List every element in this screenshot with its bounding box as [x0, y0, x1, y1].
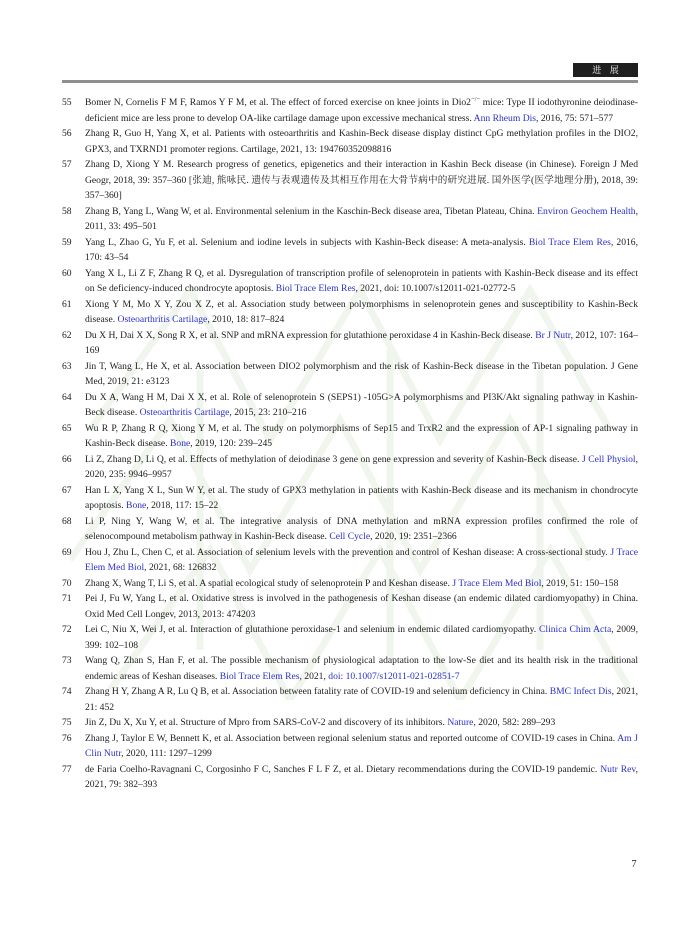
journal-link[interactable]: Biol Trace Elem Res: [528, 236, 611, 248]
reference-item: [62, 328, 638, 359]
reference-text: , 2021, 21: 452: [85, 686, 638, 713]
reference-item: [62, 297, 638, 328]
reference-text: , 2021, 68: 126832: [144, 562, 217, 573]
reference-item: [62, 514, 638, 545]
reference-item: [62, 762, 638, 793]
reference-text: Li Z, Zhang D, Li Q, et al. Effects of methylation of deiodinase 3 gene on gene expression and severity of Kashin-Beck disease.: [85, 453, 582, 465]
reference-item: [62, 731, 638, 762]
reference-number: 72: [62, 624, 72, 635]
reference-number: 73: [62, 655, 72, 666]
reference-number: 75: [62, 717, 72, 728]
reference-item: [62, 591, 638, 622]
journal-link[interactable]: Ann Rheum Dis: [473, 112, 537, 124]
journal-link[interactable]: Bone: [126, 500, 147, 511]
reference-list: [62, 95, 638, 793]
reference-text: , 2021, 79: 382–393: [85, 763, 638, 790]
reference-text: Zhang D, Xiong Y M. Research progress of genetics, epigenetics and their interaction in Kashin Beck disease (in Chinese). Foreign J Med Geogr, 2018, 39: 357–360 [张迪, 熊咏民. 遗传与表观遗传及其相互作用在大骨节病中的研究进展. 国外医学(医学地理分册), 2018, 39: 357–360]: [85, 159, 638, 201]
reference-text: Zhang J, Taylor E W, Bennett K, et al. Association between regional selenium status and reported outcome of COVID-19 cases in China.: [85, 732, 618, 744]
reference-text: Zhang X, Wang T, Li S, et al. A spatial ecological study of selenoprotein P and Keshan disease.: [85, 577, 453, 589]
reference-text: mice: Type II iodothyronine deiodinase-deficient mice are less prone to develop OA-like cartilage damage upon excessive mechanical stress.: [85, 97, 638, 124]
reference-number: 68: [62, 515, 72, 527]
reference-item: [62, 235, 638, 266]
reference-text: Du X H, Dai X X, Song R X, et al. SNP and mRNA expression for glutathione peroxidase 4 in Kashin-Beck disease.: [85, 329, 536, 341]
reference-item: [62, 126, 638, 157]
reference-number: 59: [62, 236, 72, 248]
reference-number: 55: [62, 97, 72, 108]
reference-item: [62, 204, 638, 235]
reference-text: , 2020, 582: 289–293: [473, 717, 556, 728]
reference-text: Zhang B, Yang L, Wang W, et al. Environmental selenium in the Kaschin-Beck disease area, Tibetan Plateau, China.: [85, 205, 538, 217]
reference-text: Jin Z, Du X, Xu Y, et al. Structure of Mpro from SARS-CoV-2 and discovery of its inhibitors.: [85, 717, 448, 728]
reference-number: 74: [62, 686, 72, 697]
reference-number: 76: [62, 732, 72, 744]
reference-text: Hou J, Zhu L, Chen C, et al. Association of selenium levels with the prevention and control of Keshan disease: A cross-sectional study.: [85, 546, 611, 558]
reference-item: [62, 266, 638, 297]
superscript-text: −/−: [470, 95, 481, 103]
reference-item: [62, 95, 638, 126]
reference-text: Li P, Ning Y, Wang W, et al. The integrative analysis of DNA methylation and mRNA expression profiles confirmed the role of selenocompound metabolism pathway in Kashin-Beck disease.: [85, 515, 638, 542]
reference-item: [62, 359, 638, 390]
reference-item: [62, 684, 638, 715]
reference-text: , 2019, 51: 150–158: [541, 577, 619, 589]
reference-text: , 2021, doi: 10.1007/s12011-021-02772-5: [355, 283, 516, 294]
reference-number: 60: [62, 267, 72, 279]
section-tab: 进 展: [573, 63, 638, 77]
reference-text: Jin T, Wang L, He X, et al. Association between DIO2 polymorphism and the risk of Kashin-Beck disease in the Tibetan population. J Gene Med, 2019, 21: e3123: [85, 360, 638, 387]
reference-text: , 2016, 75: 571–577: [536, 112, 614, 124]
reference-item: [62, 452, 638, 483]
reference-number: 65: [62, 422, 72, 434]
reference-text: Wang Q, Zhan S, Han F, et al. The possible mechanism of physiological adaptation to the low-Se diet and its health risk in the traditional endemic areas of Keshan diseases.: [85, 655, 638, 682]
reference-number: 56: [62, 128, 72, 139]
journal-link[interactable]: Nutr Rev: [600, 763, 636, 775]
header-rule: [62, 80, 638, 83]
reference-number: 71: [62, 593, 72, 604]
journal-link[interactable]: J Trace Elem Med Biol: [452, 577, 542, 589]
reference-number: 62: [62, 329, 72, 341]
reference-text: Du X A, Wang H M, Dai X X, et al. Role of selenoprotein S (SEPS1) -105G>A polymorphisms and PI3K/Akt signaling pathway in Kashin-Beck disease.: [85, 391, 638, 418]
reference-text: Yang L, Zhao G, Yu F, et al. Selenium and iodine levels in subjects with Kashin-Beck disease: A meta-analysis.: [85, 236, 529, 248]
reference-number: 57: [62, 159, 72, 170]
reference-item: [62, 157, 638, 204]
reference-text: Yang X L, Li Z F, Zhang R Q, et al. Dysregulation of transcription profile of selenoprotein in patients with Kashin-Beck disease and its effect on Se deficiency-induced chondrocyte apoptosis.: [85, 267, 638, 294]
reference-text: , 2011, 33: 495–501: [85, 205, 638, 232]
reference-number: 64: [62, 391, 72, 403]
reference-number: 67: [62, 484, 72, 496]
reference-number: 58: [62, 205, 72, 217]
reference-number: 70: [62, 577, 72, 589]
reference-text: , 2018, 117: 15–22: [146, 500, 219, 511]
journal-link[interactable]: Nature: [447, 717, 474, 728]
journal-link[interactable]: Biol Trace Elem Res: [219, 670, 300, 682]
reference-item: [62, 421, 638, 452]
reference-number: 63: [62, 360, 72, 372]
journal-link[interactable]: Am J Clin Nutr: [85, 732, 638, 759]
reference-text: Han L X, Yang X L, Sun W Y, et al. The study of GPX3 methylation in patients with Kashin-Beck disease and its mechanism in chondrocyte apoptosis.: [85, 484, 638, 511]
reference-text: , 2016, 170: 43–54: [85, 236, 638, 263]
reference-number: 66: [62, 453, 72, 465]
reference-text: Zhang H Y, Zhang A R, Lu Q B, et al. Association between fatality rate of COVID-19 and selenium deficiency in China.: [85, 686, 550, 697]
journal-link[interactable]: Environ Geochem Health: [537, 205, 636, 217]
journal-link[interactable]: J Cell Physiol: [582, 453, 636, 465]
reference-text: Pei J, Fu W, Yang L, et al. Oxidative stress is involved in the pathogenesis of Keshan disease (an endemic dilated cardiomyopathy) in China. Oxid Med Cell Longev, 2013, 2013: 474203: [85, 593, 638, 620]
reference-text: , 2020, 111: 1297–1299: [121, 748, 212, 759]
reference-text: , 2015, 23: 210–216: [229, 407, 307, 418]
journal-link[interactable]: Osteoarthritis Cartilage: [117, 314, 208, 325]
reference-text: Bomer N, Cornelis F M F, Ramos Y F M, et al. The effect of forced exercise on knee joints in Dio2: [85, 97, 471, 108]
reference-text: de Faria Coelho-Ravagnani C, Corgosinho F C, Sanches F L F Z, et al. Dietary recommendations during the COVID-19 pandemic.: [85, 763, 601, 775]
reference-text: , 2020, 235: 9946–9957: [85, 453, 638, 480]
reference-text: Zhang R, Guo H, Yang X, et al. Patients with osteoarthritis and Kashin-Beck disease display distinct CpG methylation profiles in the DIO2, GPX3, and TXRND1 promoter regions. Cartilage, 2021, 13: 194760352098816: [85, 128, 638, 155]
reference-number: 61: [62, 298, 72, 310]
reference-text: , 2009, 399: 102–108: [85, 624, 639, 651]
page-number: 7: [631, 859, 637, 870]
reference-item: [62, 653, 638, 684]
journal-link[interactable]: Bone: [170, 438, 191, 449]
reference-item: [62, 576, 638, 592]
journal-link[interactable]: BMC Infect Dis: [549, 686, 612, 697]
reference-text: , 2021,: [299, 670, 329, 682]
reference-text: Xiong Y M, Mo X Y, Zou X Z, et al. Association study between polymorphisms in selenoprotein genes and susceptibility to Kashin-Beck disease.: [85, 298, 638, 325]
journal-link[interactable]: Clinica Chim Acta: [539, 624, 612, 635]
reference-text: Lei C, Niu X, Wei J, et al. Interaction of glutathione peroxidase-1 and selenium in endemic dilated cardiomyopathy.: [85, 624, 539, 635]
reference-item: [62, 715, 638, 731]
reference-text: Wu R P, Zhang R Q, Xiong Y M, et al. The study on polymorphisms of Sep15 and TrxR2 and the expression of AP-1 signaling pathway in Kashin-Beck disease.: [85, 422, 638, 449]
journal-link[interactable]: Cell Cycle: [329, 531, 371, 542]
journal-link[interactable]: doi: 10.1007/s12011-021-02851-7: [328, 670, 460, 682]
journal-link[interactable]: Osteoarthritis Cartilage: [139, 407, 230, 418]
reference-item: [62, 622, 638, 653]
reference-text: , 2010, 18: 817–824: [207, 314, 285, 325]
journal-link[interactable]: J Trace Elem Med Biol: [85, 546, 638, 573]
reference-text: , 2019, 120: 239–245: [190, 438, 273, 449]
reference-text: , 2012, 107: 164–169: [85, 329, 638, 356]
reference-item: [62, 483, 638, 514]
reference-number: 77: [62, 763, 72, 775]
reference-text: , 2020, 19: 2351–2366: [370, 531, 457, 542]
journal-link[interactable]: Br J Nutr: [535, 329, 571, 341]
reference-number: 69: [62, 546, 72, 558]
reference-item: [62, 545, 638, 576]
reference-item: [62, 390, 638, 421]
journal-link[interactable]: Biol Trace Elem Res: [275, 283, 356, 294]
